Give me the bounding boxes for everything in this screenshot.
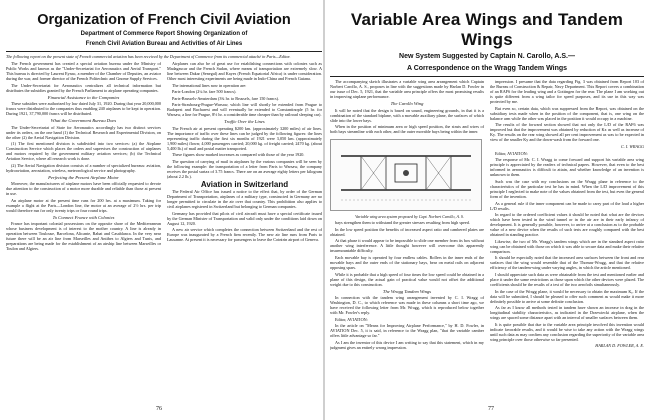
paragraph: Each movable bay is operated by four endless cables. Rollers in the inner ends of the movable bays and the outer ends of the stationary bays, bear on metal rails on adjacent opposing spars. (330, 255, 484, 271)
subtitle: A Correspondence on the Wragg Tandem Wings (406, 64, 568, 72)
section-heading: The Carollo Wing (390, 101, 424, 106)
section-heading: Financial Assistance to the Companies (47, 94, 120, 100)
section-heading: Traffic Over the Lines (224, 119, 265, 125)
article-column (167, 61, 322, 253)
paragraph: As far as I know all methods tested in tandem have shown an increase in drag in the longitudinal stability characteristics, as indicated in the Drzewiecki airplane, when the wings are spaced some distance apart with an interval of smaller surfaces between them. (490, 305, 644, 321)
figure-caption: Variable wing area system proposed by Capt. Norbert Carollo, A. S. (355, 213, 464, 219)
section-heading: To Connect France with Colonies (52, 214, 115, 220)
paragraph: Such was the case with my conclusions on the Wragg plane in reference to the characteristics of the particular test he has in mind. When the L/D improvement of this principle I neglected to make note of the values obtained from the test, but even the general form of the invention. (490, 178, 644, 199)
paragraph: Paris-Strasbourg-Prague-Warsaw, which line will shortly be extended from Prague to Budapest and Bucharest and will eventually be extended to Constantinople (5 hr. for Warsaw, a line for Prague, 8½ hr. a considerable time cheaper than by railroad sleeping car). (167, 102, 322, 118)
paragraph: Paris-Brussels-Amsterdam (3¾ hr. to Brussels, fare 150 francs). (172, 95, 280, 101)
subtitle: New System Suggested by Captain N. Carollo, A.S.— (399, 53, 575, 60)
paragraph: Moreover, the manufacturers of airplane motors have been officially requested to devote due attention to the construction of a motor more durable and reliable than those at present in use. (6, 181, 161, 197)
page-number: 77 (488, 406, 494, 412)
paragraph: It is quite possible that due to the variable area principle involved this invention would indicate favorable results, and it would be wise to take any action with the Wragg wings until such data as may confirm any conclusion regarding the superiority of the variable area wing principle over those otherwise so far presented. (490, 321, 644, 342)
wing-diagram (330, 139, 482, 211)
paragraph: The French air at present operating $200 km. (approximately 3200 miles) of air lines. The importance of traffic over these lines can be judged by the following figures: the lines representing traffic during the first six months of 1921 were 3,050 km. (approximately 1,900 miles) flown; 4,000 passengers carried; 20,000 kg. of freight carried; 2470 kg. (about 5,400 lb.) of mail and postal matter transported. (167, 125, 322, 151)
paragraph: It will be noted that the design is based on sound, engineering grounds, in that it is a combination of the standard biplane, with a movable auxiliary plane, the surfaces of which slide into the lower bays. (330, 107, 484, 123)
paragraph: (1) The first mentioned division is subdivided into two services: (a) the Airplane Construction Service which places the orders and supervises the construction of airplanes and motors required by the government military aviation services; (b) the Technical Aviation Service, where all research work is done. (6, 141, 161, 162)
paragraph: Editor, AVIATION: (495, 150, 528, 156)
paragraph: I should appreciate such data as were obtainable from the test and mentioned earlier and place it under the same restrictions as those upon which the other devices were placed. The coefficients should be the results of a test of the two aerofoils simultaneously. (490, 271, 644, 287)
paragraph: An airplane motor at the present time runs for 200 hrs. at a maximum. Taking for example a flight at the Paris—London line, the motor at an average of 2½ hrs. per trip would therefore run for only twenty trips or four round trips. (6, 197, 161, 213)
subtitle: Department of Commerce Report Showing Organization of (80, 31, 248, 37)
paragraph: When in the position of minimum area or high speed position, the struts and wires of both bays streamline with each other, and the outer movable bays being within the inner. (330, 124, 484, 135)
paragraph: In the case of the Wragg plane, it would be necessary to obtain the maximum Kᵧ. If the data will be submitted, I should be pleased to offer such comment as would make it more definitely possible to arrive at some definite conclusion. (490, 288, 644, 304)
paragraph: In connection with the tandem wing arrangement invented by C. I. Wragg of Washington, D. C., to which reference was made in these columns a short time ago, we have received the following letter from Mr. Wragg, which is reproduced below together with Mr. Fowler's reply. (330, 295, 484, 316)
paragraph: While it is probable that a high speed of four times the low speed could be obtained in a plane of this design, the actual gain of practical value would not offset the additional weight due to this construction. (330, 271, 484, 287)
paragraph: The results of the forward section showed that not only the L/D of the RAF6 was improved but that the improvement was obtained by reduction of Kx as well as increase of Ky. The results on the rear wing showed all per cent improvement as was to be expected in view of the smaller Ky and the down-wash from the forward one. (490, 122, 644, 143)
paragraph: Likewise, the two of Mr. Wragg's tandem wings which are in the standard aspect ratio wing can be obtained with those on which it was able to secure data and make their relative comparison. (490, 238, 644, 254)
paragraph: In the article on "Means for Improving Airplane Performance," by H. D. Fowler, in AVIATION Dec. 5, it is said, in reference to the Wragg plan, "that the variable camber offers little advantage so far." (330, 323, 484, 339)
article-columns (330, 79, 644, 352)
section-heading: The Wragg Tandem Wings (382, 288, 432, 294)
spine-gutter (323, 0, 325, 420)
paragraph: In the low speed position the benefits of increased aspect ratio and cambered plates are obtained. (330, 226, 484, 237)
paragraph: At that phase it would appear to be impossible to slide one member from its box without another wing interference. A little thought however will overcome this apparently insurmountable difficulty. (330, 238, 484, 254)
paragraph: The accompanying sketch illustrates a variable wing area arrangement which Captain Norbert Carollo, A. S., proposes in line with the suggestions made by Harlan D. Fowler in our issue of Dec. 5, 1921, that the variable area principle offers the most promising results in improving airplane performance. (330, 79, 484, 99)
article-heading: Aviation in Switzerland (200, 180, 289, 190)
paragraph: bays strengthen them to withstand the greater stresses resulting from high speed. (335, 220, 470, 226)
article-column (490, 79, 644, 352)
left-page (6, 6, 322, 412)
paragraph: A new air service which completes the connection between Switzerland and the rest of Europe was inaugurated by a French firm recently. The new air line runs from Paris to Lausanne. At present it is necessary for passengers to leave the Cointrin airport of Geneva. (167, 227, 322, 243)
paragraph: But even so, certain data, which was suppressed from the Report, was obtained on the subsidiary tests made when in the position of the component, that is, one wing on the balance arm while the other was placed in the position it would occupy in a machine. (490, 105, 644, 121)
paragraph: Paris-London (2¼ hr. fare 500 francs). (172, 89, 237, 95)
paragraph: The question of carrying of mail in airplanes by the various companies will be seen by the following example: the transportation of a letter from Paris to Warsaw, the company receives the postal surtax of 3.75 francs. There are on an average eighty letters per kilogram (about 2.2 lb.). (167, 159, 322, 180)
paragraph: As a general rule if the inner component can be made to carry part of the load a higher L/D results. (490, 200, 644, 211)
paragraph: These subsidies were authorized by law dated July 31, 1920. During that year 20,000,000 francs were distributed to the companies thus enabling 240 airplanes to be kept in operation. During 1921, 37,790,000 francs will be distributed. (6, 101, 161, 117)
section-heading: What the Government Bureau Does (50, 118, 117, 124)
article-column (330, 79, 484, 352)
paragraph: The Under-Secretariat for Aeronautics centralizes all technical information but distributes the subsidies granted by the French Parliament to airplane operating companies. (6, 82, 161, 93)
paragraph: The Federal Air Office has issued a notice to the effect that, by order of the German Department of Transportation, airplanes of a military type, constructed in Germany are no longer permitted to circulate in the air over that country. This prohibition also applies to civil airplanes registered in Switzerland but belonging to German companies. (167, 189, 322, 210)
paragraph: The international lines now in operation are: (172, 82, 247, 88)
paragraph: In regard to the ordered coefficient values it should be noted that what are the devices which have been tested in the wind tunnel or in the air are in their early infancy of development. It is generally possible, however, to arrive at a conclusion as to the probable value of a new device when the results of such tests are roughly compared with the best obtained in standing practice. (490, 212, 644, 238)
paragraph: The Under-Secretariat of State for Aeronautics accordingly has two distinct services under its orders, on the one hand (1) the Technical Research and Experimental Division, on the other (2) the Aerial Navigation Division. (6, 124, 161, 140)
subtitle: French Civil Aviation Bureau and Activities of Air Lines (85, 41, 243, 47)
intro-paragraph: The following report on the present state of French commercial aviation has been received by the Department of Commerce from its commercial attaché in Paris—Editor. (6, 54, 291, 59)
paragraph: It should be especially noted that the increased area surfaces between the front and rear surfaces that the wing would resemble that of the Thomas-Wragg, and that the relative efficiency of the tandem-wing under varying angles, in which the article mentioned. (490, 255, 644, 271)
page-title: Organization of French Civil Aviation (37, 12, 291, 28)
paragraph: Germany has provided that pilots of civil aircraft must have a special certificate issued by the German Minister of Transportation and valid only under the conditions laid down on August 12, 1920. (167, 210, 322, 226)
paragraph: Airplanes can also be of great use for establishing connections with colonies such as Madagascar and the French Sudan, where means of transportation are extremely slow. A line between Dakar (Senegal) and Kayes (French Equatorial Africa) is under consideration. Other most interesting experiments are being made in Indo-China and French Guiana. (167, 61, 322, 81)
signature: HARLAN D. FOWLER, A. E. (595, 343, 644, 349)
paragraph: As I am the inventor of this device I am writing to say that this statement, which in my judgment gives an entirely wrong impression. (330, 339, 484, 350)
page-number: 76 (156, 406, 162, 412)
paragraph: (2) The Aerial Navigation division consists of a number of specialized bureaus: aviation, hydroaviation, aerostation, wireless, meteorological service and photography. (6, 162, 161, 173)
paragraph: France has important colonial possessions on the opposite shore of the Mediterranean whose business development is of interest to the mother country. A line is already in operation between Toulouse, Barcelona, Alicante, Rabat and Casablanca. In the very near future there will be an air line from Marseilles and Antibes to Algiers and Tunis, and preparations are being made for the establishment of an airship line between Marseilles or Toulon and Algiers. (6, 221, 161, 252)
article-columns (6, 61, 322, 253)
paragraph: The French government has created a special aviation bureau under the Ministry of Public Works and known as the "Under-Secretariat for Aeronautics and Aerial Transport." This bureau is directed by Laurent Eynac, a member of the Chamber of Deputies, an aviator during the war, and former director of the French Politechnic and Gnome Supply Services. (6, 61, 161, 81)
section-heading: Perfecting the Present Airplane Motor (48, 174, 119, 180)
signature: C. I. WRAGG (620, 143, 644, 149)
paragraph: These figures show marked increases as compared with those of the year 1920. (172, 152, 305, 158)
paragraph: Editor, AVIATION: (335, 316, 368, 322)
divider (6, 51, 322, 52)
paragraph: The response of Mr. C. I. Wragg to come forward and support his variable area wing principle is appreciated by the readers of technical papers. However, that even to the best informed in aeronautics is difficult to attain, and whether knowledge of an invention is unknown to them. (490, 157, 644, 178)
right-page (330, 6, 644, 412)
divider (330, 76, 644, 77)
paragraph: impression. I presume that the data regarding Fig. 3 was obtained from Report 103 of the Bureau of Construction & Repair, Navy Department. This Report covers a combination of an RAF6 for the leading wing and a Gottingen for the rear. The plane I am working out is quite different from a wing tailor for speed purposes, and its use in this way was protected by me. (490, 79, 644, 104)
page-title: Variable Area Wings and Tandem Wings (350, 10, 624, 49)
article-column (6, 61, 161, 253)
